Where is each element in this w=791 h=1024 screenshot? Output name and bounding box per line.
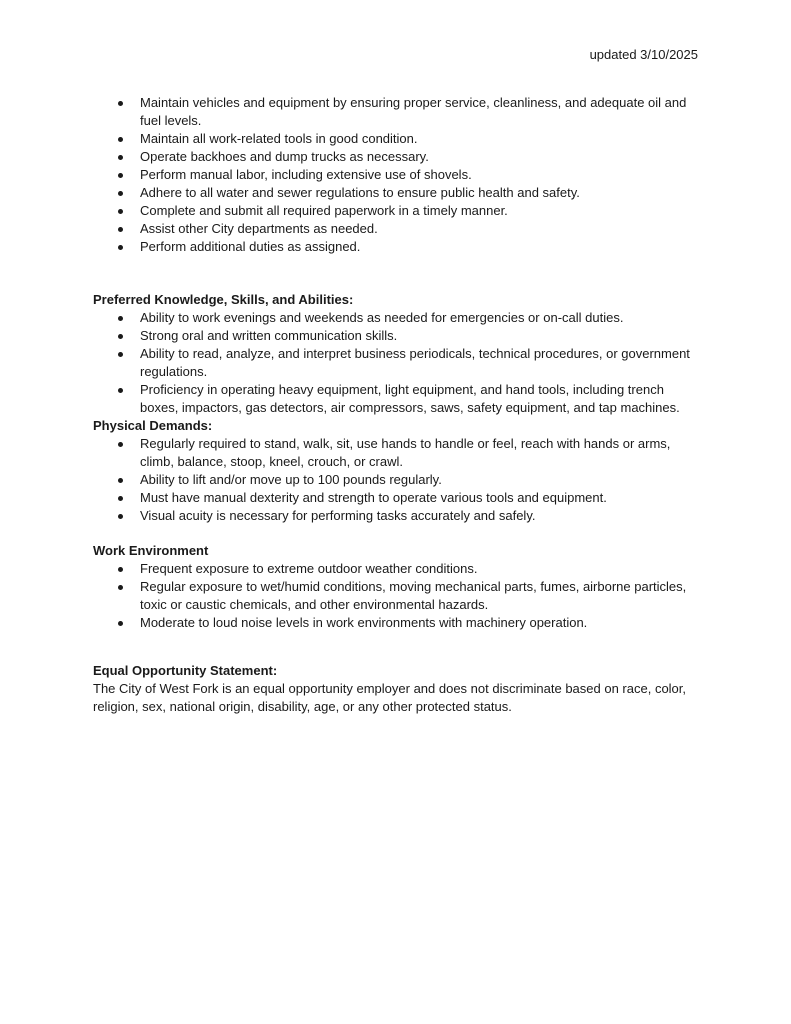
list-item: Perform additional duties as assigned. [140,238,703,256]
list-item: Ability to read, analyze, and interpret business periodicals, technical procedures, or government regulations. [140,345,703,381]
list-item: Maintain vehicles and equipment by ensuring proper service, cleanliness, and adequate oil and fuel levels. [140,94,703,130]
physical-list [93,435,703,525]
environment-list [93,560,703,632]
eeo-text: The City of West Fork is an equal opportunity employer and does not discriminate based on race, color, religion, sex, national origin, disability, age, or any other protected status. [93,681,687,714]
list-item: Regularly required to stand, walk, sit, use hands to handle or feel, reach with hands or arms, climb, balance, stoop, kneel, crouch, or crawl. [140,435,703,471]
list-item: Moderate to loud noise levels in work environments with machinery operation. [140,614,703,632]
document-body [93,94,703,716]
list-item: Ability to work evenings and weekends as needed for emergencies or on-call duties. [140,309,703,327]
list-item: Ability to lift and/or move up to 100 pounds regularly. [140,471,703,489]
list-item: Must have manual dexterity and strength to operate various tools and equipment. [140,489,703,507]
list-item: Strong oral and written communication skills. [140,327,703,345]
list-item: Maintain all work-related tools in good condition. [140,130,703,148]
updated-date: updated 3/10/2025 [589,47,698,62]
list-item: Operate backhoes and dump trucks as necessary. [140,148,703,166]
list-item: Perform manual labor, including extensive use of shovels. [140,166,703,184]
ksa-list [93,309,703,417]
eeo-heading: Equal Opportunity Statement: [93,663,278,678]
ksa-heading: Preferred Knowledge, Skills, and Abilities: [93,292,354,307]
physical-heading: Physical Demands: [93,418,213,433]
list-item: Regular exposure to wet/humid conditions, moving mechanical parts, fumes, airborne particles, toxic or caustic chemicals, and other environmental hazards. [140,578,703,614]
list-item: Assist other City departments as needed. [140,220,703,238]
list-item: Adhere to all water and sewer regulations to ensure public health and safety. [140,184,703,202]
list-item: Frequent exposure to extreme outdoor weather conditions. [140,560,703,578]
list-item: Proficiency in operating heavy equipment, light equipment, and hand tools, including trench boxes, impactors, gas detectors, air compressors, saws, safety equipment, and tap machines. [140,381,703,417]
list-item: Complete and submit all required paperwork in a timely manner. [140,202,703,220]
environment-heading: Work Environment [93,543,209,558]
list-item: Visual acuity is necessary for performing tasks accurately and safely. [140,507,703,525]
duties-list [93,94,703,256]
